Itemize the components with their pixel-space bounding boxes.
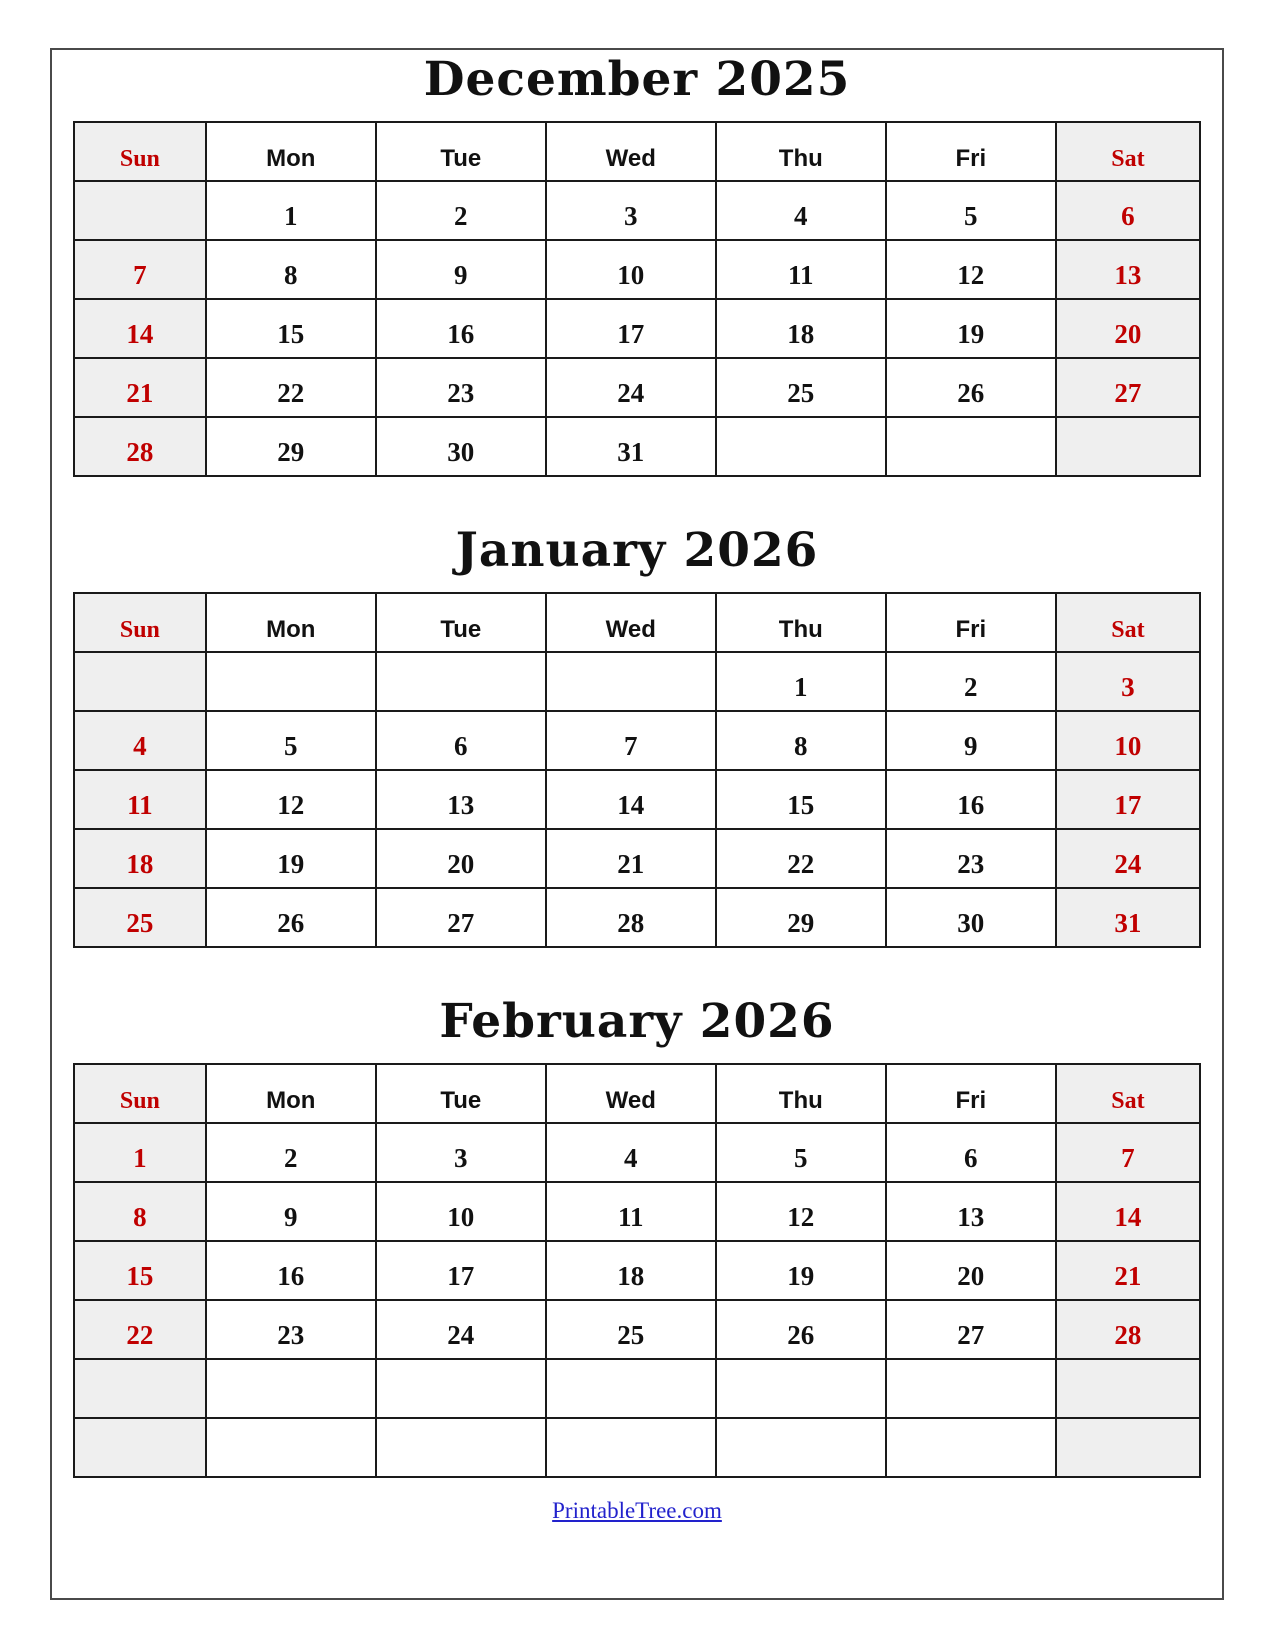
empty-day-cell — [1056, 1418, 1200, 1477]
day-cell-10: 10 — [1056, 711, 1200, 770]
day-cell-28: 28 — [546, 888, 716, 947]
day-cell-27: 27 — [1056, 358, 1200, 417]
week-row — [74, 299, 1200, 358]
day-cell-18: 18 — [546, 1241, 716, 1300]
day-cell-26: 26 — [886, 358, 1056, 417]
day-cell-4: 4 — [74, 711, 206, 770]
weekday-header-fri: Fri — [886, 122, 1056, 181]
day-cell-13: 13 — [1056, 240, 1200, 299]
day-cell-23: 23 — [376, 358, 546, 417]
day-cell-12: 12 — [716, 1182, 886, 1241]
week-row — [74, 358, 1200, 417]
day-cell-2: 2 — [886, 652, 1056, 711]
weekday-header-wed: Wed — [546, 1064, 716, 1123]
day-cell-28: 28 — [74, 417, 206, 476]
day-cell-26: 26 — [206, 888, 376, 947]
calendar-table — [73, 592, 1201, 948]
empty-day-cell — [716, 1418, 886, 1477]
day-cell-18: 18 — [74, 829, 206, 888]
day-cell-1: 1 — [74, 1123, 206, 1182]
page-frame — [50, 48, 1224, 1600]
empty-day-cell — [1056, 1359, 1200, 1418]
weekday-header-fri: Fri — [886, 593, 1056, 652]
month-section-december-2025 — [73, 52, 1201, 477]
day-cell-22: 22 — [74, 1300, 206, 1359]
calendar-table — [73, 121, 1201, 477]
week-row — [74, 1300, 1200, 1359]
day-cell-8: 8 — [206, 240, 376, 299]
week-row — [74, 181, 1200, 240]
day-cell-11: 11 — [546, 1182, 716, 1241]
day-cell-9: 9 — [206, 1182, 376, 1241]
empty-day-cell — [74, 181, 206, 240]
day-cell-21: 21 — [546, 829, 716, 888]
calendar-table — [73, 1063, 1201, 1478]
day-cell-22: 22 — [206, 358, 376, 417]
empty-day-cell — [716, 1359, 886, 1418]
day-cell-21: 21 — [1056, 1241, 1200, 1300]
day-cell-1: 1 — [716, 652, 886, 711]
day-cell-30: 30 — [376, 417, 546, 476]
weekday-header-tue: Tue — [376, 1064, 546, 1123]
month-section-january-2026 — [73, 523, 1201, 948]
day-cell-19: 19 — [716, 1241, 886, 1300]
weekday-header-thu: Thu — [716, 122, 886, 181]
day-cell-23: 23 — [206, 1300, 376, 1359]
day-cell-20: 20 — [376, 829, 546, 888]
empty-day-cell — [886, 1359, 1056, 1418]
weekday-header-sat: Sat — [1056, 593, 1200, 652]
day-cell-16: 16 — [886, 770, 1056, 829]
day-cell-3: 3 — [376, 1123, 546, 1182]
day-cell-17: 17 — [1056, 770, 1200, 829]
day-cell-17: 17 — [546, 299, 716, 358]
day-cell-13: 13 — [886, 1182, 1056, 1241]
month-title: January 2026 — [455, 523, 819, 578]
empty-day-cell — [74, 1359, 206, 1418]
weekday-header-mon: Mon — [206, 593, 376, 652]
month-title: December 2025 — [423, 52, 851, 107]
day-cell-25: 25 — [546, 1300, 716, 1359]
day-cell-14: 14 — [74, 299, 206, 358]
weekday-header-mon: Mon — [206, 1064, 376, 1123]
footer-site-link[interactable]: PrintableTree.com — [552, 1498, 722, 1523]
day-cell-24: 24 — [376, 1300, 546, 1359]
day-cell-31: 31 — [1056, 888, 1200, 947]
day-cell-3: 3 — [546, 181, 716, 240]
day-cell-4: 4 — [546, 1123, 716, 1182]
empty-day-cell — [376, 1359, 546, 1418]
weekday-header-row — [74, 1064, 1200, 1123]
day-cell-14: 14 — [1056, 1182, 1200, 1241]
empty-day-cell — [206, 652, 376, 711]
week-row — [74, 888, 1200, 947]
day-cell-5: 5 — [886, 181, 1056, 240]
week-row — [74, 1418, 1200, 1477]
day-cell-10: 10 — [546, 240, 716, 299]
weekday-header-row — [74, 122, 1200, 181]
week-row — [74, 652, 1200, 711]
weekday-header-sun: Sun — [74, 1064, 206, 1123]
day-cell-11: 11 — [74, 770, 206, 829]
day-cell-15: 15 — [716, 770, 886, 829]
day-cell-16: 16 — [206, 1241, 376, 1300]
day-cell-6: 6 — [886, 1123, 1056, 1182]
day-cell-5: 5 — [716, 1123, 886, 1182]
day-cell-12: 12 — [886, 240, 1056, 299]
day-cell-2: 2 — [206, 1123, 376, 1182]
month-title: February 2026 — [439, 994, 835, 1049]
weekday-header-mon: Mon — [206, 122, 376, 181]
weekday-header-thu: Thu — [716, 1064, 886, 1123]
day-cell-25: 25 — [716, 358, 886, 417]
weekday-header-thu: Thu — [716, 593, 886, 652]
empty-day-cell — [376, 1418, 546, 1477]
day-cell-13: 13 — [376, 770, 546, 829]
day-cell-7: 7 — [546, 711, 716, 770]
day-cell-1: 1 — [206, 181, 376, 240]
weekday-header-sun: Sun — [74, 122, 206, 181]
day-cell-11: 11 — [716, 240, 886, 299]
weekday-header-row — [74, 593, 1200, 652]
day-cell-5: 5 — [206, 711, 376, 770]
day-cell-21: 21 — [74, 358, 206, 417]
week-row — [74, 1123, 1200, 1182]
day-cell-6: 6 — [376, 711, 546, 770]
week-row — [74, 1359, 1200, 1418]
day-cell-27: 27 — [376, 888, 546, 947]
month-section-february-2026 — [73, 994, 1201, 1478]
empty-day-cell — [206, 1418, 376, 1477]
day-cell-8: 8 — [716, 711, 886, 770]
weekday-header-sat: Sat — [1056, 1064, 1200, 1123]
day-cell-20: 20 — [886, 1241, 1056, 1300]
empty-day-cell — [886, 417, 1056, 476]
day-cell-17: 17 — [376, 1241, 546, 1300]
day-cell-4: 4 — [716, 181, 886, 240]
week-row — [74, 711, 1200, 770]
day-cell-9: 9 — [376, 240, 546, 299]
day-cell-7: 7 — [74, 240, 206, 299]
empty-day-cell — [886, 1418, 1056, 1477]
day-cell-18: 18 — [716, 299, 886, 358]
day-cell-24: 24 — [546, 358, 716, 417]
weekday-header-tue: Tue — [376, 122, 546, 181]
day-cell-30: 30 — [886, 888, 1056, 947]
day-cell-27: 27 — [886, 1300, 1056, 1359]
day-cell-14: 14 — [546, 770, 716, 829]
day-cell-8: 8 — [74, 1182, 206, 1241]
day-cell-24: 24 — [1056, 829, 1200, 888]
day-cell-29: 29 — [206, 417, 376, 476]
day-cell-6: 6 — [1056, 181, 1200, 240]
empty-day-cell — [206, 1359, 376, 1418]
week-row — [74, 417, 1200, 476]
day-cell-20: 20 — [1056, 299, 1200, 358]
empty-day-cell — [716, 417, 886, 476]
day-cell-19: 19 — [206, 829, 376, 888]
day-cell-15: 15 — [74, 1241, 206, 1300]
week-row — [74, 1241, 1200, 1300]
empty-day-cell — [74, 1418, 206, 1477]
day-cell-22: 22 — [716, 829, 886, 888]
empty-day-cell — [376, 652, 546, 711]
weekday-header-sat: Sat — [1056, 122, 1200, 181]
week-row — [74, 770, 1200, 829]
empty-day-cell — [546, 1359, 716, 1418]
footer — [73, 1498, 1201, 1524]
week-row — [74, 1182, 1200, 1241]
day-cell-12: 12 — [206, 770, 376, 829]
empty-day-cell — [546, 1418, 716, 1477]
day-cell-23: 23 — [886, 829, 1056, 888]
day-cell-25: 25 — [74, 888, 206, 947]
weekday-header-fri: Fri — [886, 1064, 1056, 1123]
week-row — [74, 829, 1200, 888]
weekday-header-sun: Sun — [74, 593, 206, 652]
day-cell-9: 9 — [886, 711, 1056, 770]
week-row — [74, 240, 1200, 299]
empty-day-cell — [74, 652, 206, 711]
empty-day-cell — [1056, 417, 1200, 476]
day-cell-16: 16 — [376, 299, 546, 358]
day-cell-28: 28 — [1056, 1300, 1200, 1359]
day-cell-7: 7 — [1056, 1123, 1200, 1182]
day-cell-15: 15 — [206, 299, 376, 358]
day-cell-29: 29 — [716, 888, 886, 947]
day-cell-2: 2 — [376, 181, 546, 240]
day-cell-3: 3 — [1056, 652, 1200, 711]
day-cell-31: 31 — [546, 417, 716, 476]
weekday-header-tue: Tue — [376, 593, 546, 652]
weekday-header-wed: Wed — [546, 593, 716, 652]
day-cell-19: 19 — [886, 299, 1056, 358]
empty-day-cell — [546, 652, 716, 711]
day-cell-10: 10 — [376, 1182, 546, 1241]
day-cell-26: 26 — [716, 1300, 886, 1359]
weekday-header-wed: Wed — [546, 122, 716, 181]
